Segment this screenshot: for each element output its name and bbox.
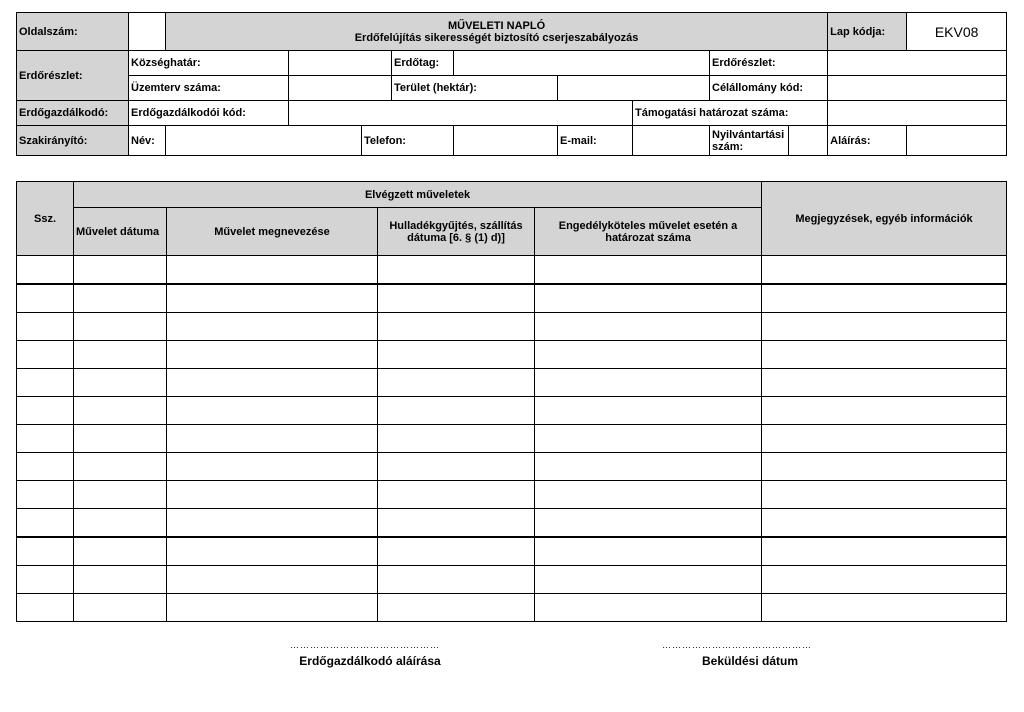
megnevezes-cell[interactable] (167, 369, 378, 397)
megjegyzes-cell[interactable] (762, 256, 1007, 285)
ssz-cell[interactable] (17, 369, 74, 397)
erdotag-label: Erdőtag: (392, 51, 454, 76)
nev-label: Név: (129, 126, 166, 156)
uzemterv-label: Üzemterv száma: (129, 76, 289, 101)
megjegyzes-cell[interactable] (762, 341, 1007, 369)
hatarozat-cell[interactable] (535, 537, 762, 566)
hulladek-cell[interactable] (378, 481, 535, 509)
megjegyzes-cell[interactable] (762, 369, 1007, 397)
tamogatasi-field[interactable] (828, 101, 1007, 126)
datum-cell[interactable] (74, 313, 167, 341)
hatarozat-cell[interactable] (535, 256, 762, 285)
megjegyzesek-header: Megjegyzések, egyéb információk (762, 182, 1007, 256)
datum-cell[interactable] (74, 284, 167, 313)
hulladek-cell[interactable] (378, 509, 535, 538)
celallomany-label: Célállomány kód: (710, 76, 828, 101)
signature-line-right: ……………………………………… (662, 640, 812, 650)
megjegyzes-cell[interactable] (762, 481, 1007, 509)
datum-cell[interactable] (74, 566, 167, 594)
megnevezes-cell[interactable] (167, 594, 378, 622)
table-row (17, 256, 1007, 285)
table-row (17, 453, 1007, 481)
datum-cell[interactable] (74, 537, 167, 566)
datum-cell[interactable] (74, 256, 167, 285)
megjegyzes-cell[interactable] (762, 453, 1007, 481)
erdogazdalkodoi-kod-field[interactable] (289, 101, 633, 126)
datum-cell[interactable] (74, 397, 167, 425)
hulladek-cell[interactable] (378, 397, 535, 425)
table-row (17, 284, 1007, 313)
megjegyzes-cell[interactable] (762, 397, 1007, 425)
title-line1: MŰVELETI NAPLÓ (447, 19, 546, 32)
table-row (17, 369, 1007, 397)
engedelykoteles-header: Engedélyköteles művelet esetén a határozat száma (535, 208, 762, 256)
ssz-cell[interactable] (17, 313, 74, 341)
datum-cell[interactable] (74, 425, 167, 453)
datum-cell[interactable] (74, 453, 167, 481)
megjegyzes-cell[interactable] (762, 566, 1007, 594)
title-line2: Erdőfelújítás sikerességét biztosító cserjeszabályozás (354, 31, 639, 44)
megnevezes-cell[interactable] (167, 313, 378, 341)
ssz-cell[interactable] (17, 341, 74, 369)
nyilvantartasi-label: Nyilvántartási szám: (710, 126, 789, 156)
datum-cell[interactable] (74, 509, 167, 538)
datum-cell[interactable] (74, 369, 167, 397)
datum-cell[interactable] (74, 594, 167, 622)
erdoreszlet-label: Erdőrészlet: (17, 51, 129, 101)
telefon-field[interactable] (454, 126, 558, 156)
elvegzett-header: Elvégzett műveletek (74, 182, 762, 208)
terulet-label: Terület (hektár): (392, 76, 558, 101)
ssz-cell[interactable] (17, 453, 74, 481)
kozseghatar-field[interactable] (289, 51, 392, 76)
ssz-header: Ssz. (17, 182, 74, 256)
muvelet-datuma-header: Művelet dátuma (74, 208, 167, 256)
table-row (17, 341, 1007, 369)
megjegyzes-cell[interactable] (762, 313, 1007, 341)
table-row (17, 481, 1007, 509)
megnevezes-cell[interactable] (167, 481, 378, 509)
email-label: E-mail: (558, 126, 633, 156)
megnevezes-cell[interactable] (167, 425, 378, 453)
hulladek-cell[interactable] (378, 453, 535, 481)
table-row (17, 566, 1007, 594)
hatarozat-cell[interactable] (535, 284, 762, 313)
hatarozat-cell[interactable] (535, 397, 762, 425)
hatarozat-cell[interactable] (535, 453, 762, 481)
alairas-label: Aláírás: (828, 126, 907, 156)
megjegyzes-cell[interactable] (762, 509, 1007, 538)
megnevezes-cell[interactable] (167, 284, 378, 313)
hulladek-cell[interactable] (378, 313, 535, 341)
table-row (17, 537, 1007, 566)
hatarozat-cell[interactable] (535, 481, 762, 509)
telefon-label: Telefon: (362, 126, 454, 156)
lap-kod-value: EKV08 (907, 13, 1007, 51)
signature-line-left: ……………………………………… (290, 640, 440, 650)
ssz-cell[interactable] (17, 537, 74, 566)
header-table (16, 12, 1007, 156)
nyilvantartasi-field[interactable] (789, 126, 828, 156)
megnevezes-cell[interactable] (167, 566, 378, 594)
bekuldesi-datum-label: Beküldési dátum (701, 654, 799, 668)
ssz-cell[interactable] (17, 481, 74, 509)
szakiranyito-label: Szakirányító: (17, 126, 129, 156)
form-title (166, 13, 828, 51)
table-row (17, 594, 1007, 622)
ssz-cell[interactable] (17, 425, 74, 453)
hulladek-cell[interactable] (378, 284, 535, 313)
ssz-cell[interactable] (17, 284, 74, 313)
table-row (17, 313, 1007, 341)
email-field[interactable] (633, 126, 710, 156)
erdoreszlet-sub-label: Erdőrészlet: (710, 51, 828, 76)
erdoreszlet-field[interactable] (828, 51, 1007, 76)
table-row (17, 425, 1007, 453)
erdogazdalkodo-label: Erdőgazdálkodó: (17, 101, 129, 126)
ssz-cell[interactable] (17, 509, 74, 538)
hulladek-cell[interactable] (378, 537, 535, 566)
hatarozat-cell[interactable] (535, 369, 762, 397)
megnevezes-cell[interactable] (167, 509, 378, 538)
megnevezes-cell[interactable] (167, 256, 378, 285)
megnevezes-cell[interactable] (167, 341, 378, 369)
datum-cell[interactable] (74, 481, 167, 509)
oldalszam-label: Oldalszám: (17, 13, 129, 51)
table-row (17, 509, 1007, 538)
tamogatasi-label: Támogatási határozat száma: (633, 101, 828, 126)
kozseghatar-label: Községhatár: (129, 51, 289, 76)
hulladek-cell[interactable] (378, 566, 535, 594)
megjegyzes-cell[interactable] (762, 425, 1007, 453)
hatarozat-cell[interactable] (535, 566, 762, 594)
hatarozat-cell[interactable] (535, 313, 762, 341)
hulladek-cell[interactable] (378, 369, 535, 397)
erdogazdalkodoi-kod-label: Erdőgazdálkodói kód: (129, 101, 289, 126)
ssz-cell[interactable] (17, 594, 74, 622)
hatarozat-cell[interactable] (535, 341, 762, 369)
hulladek-header: Hulladékgyűjtés, szállítás dátuma [6. § (1) d)] (378, 208, 535, 256)
megjegyzes-cell[interactable] (762, 537, 1007, 566)
nev-field[interactable] (166, 126, 362, 156)
datum-cell[interactable] (74, 341, 167, 369)
ssz-cell[interactable] (17, 566, 74, 594)
erdotag-field[interactable] (454, 51, 710, 76)
megjegyzes-cell[interactable] (762, 594, 1007, 622)
hatarozat-cell[interactable] (535, 425, 762, 453)
alairas-field[interactable] (907, 126, 1007, 156)
hatarozat-cell[interactable] (535, 594, 762, 622)
megnevezes-cell[interactable] (167, 537, 378, 566)
hatarozat-cell[interactable] (535, 509, 762, 538)
ssz-cell[interactable] (17, 397, 74, 425)
ssz-cell[interactable] (17, 256, 74, 285)
muvelet-megnevezese-header: Művelet megnevezése (167, 208, 378, 256)
megjegyzes-cell[interactable] (762, 284, 1007, 313)
lap-kodja-label: Lap kódja: (828, 13, 907, 51)
megnevezes-cell[interactable] (167, 397, 378, 425)
hulladek-cell[interactable] (378, 256, 535, 285)
uzemterv-field[interactable] (289, 76, 392, 101)
hulladek-cell[interactable] (378, 425, 535, 453)
celallomany-field[interactable] (828, 76, 1007, 101)
hulladek-cell[interactable] (378, 341, 535, 369)
megnevezes-cell[interactable] (167, 453, 378, 481)
oldalszam-field[interactable] (129, 13, 166, 51)
terulet-field[interactable] (558, 76, 710, 101)
erdogazdalkodo-alairasa-label: Erdőgazdálkodó aláírása (299, 654, 441, 668)
table-row (17, 397, 1007, 425)
operations-table (16, 181, 1007, 622)
hulladek-cell[interactable] (378, 594, 535, 622)
